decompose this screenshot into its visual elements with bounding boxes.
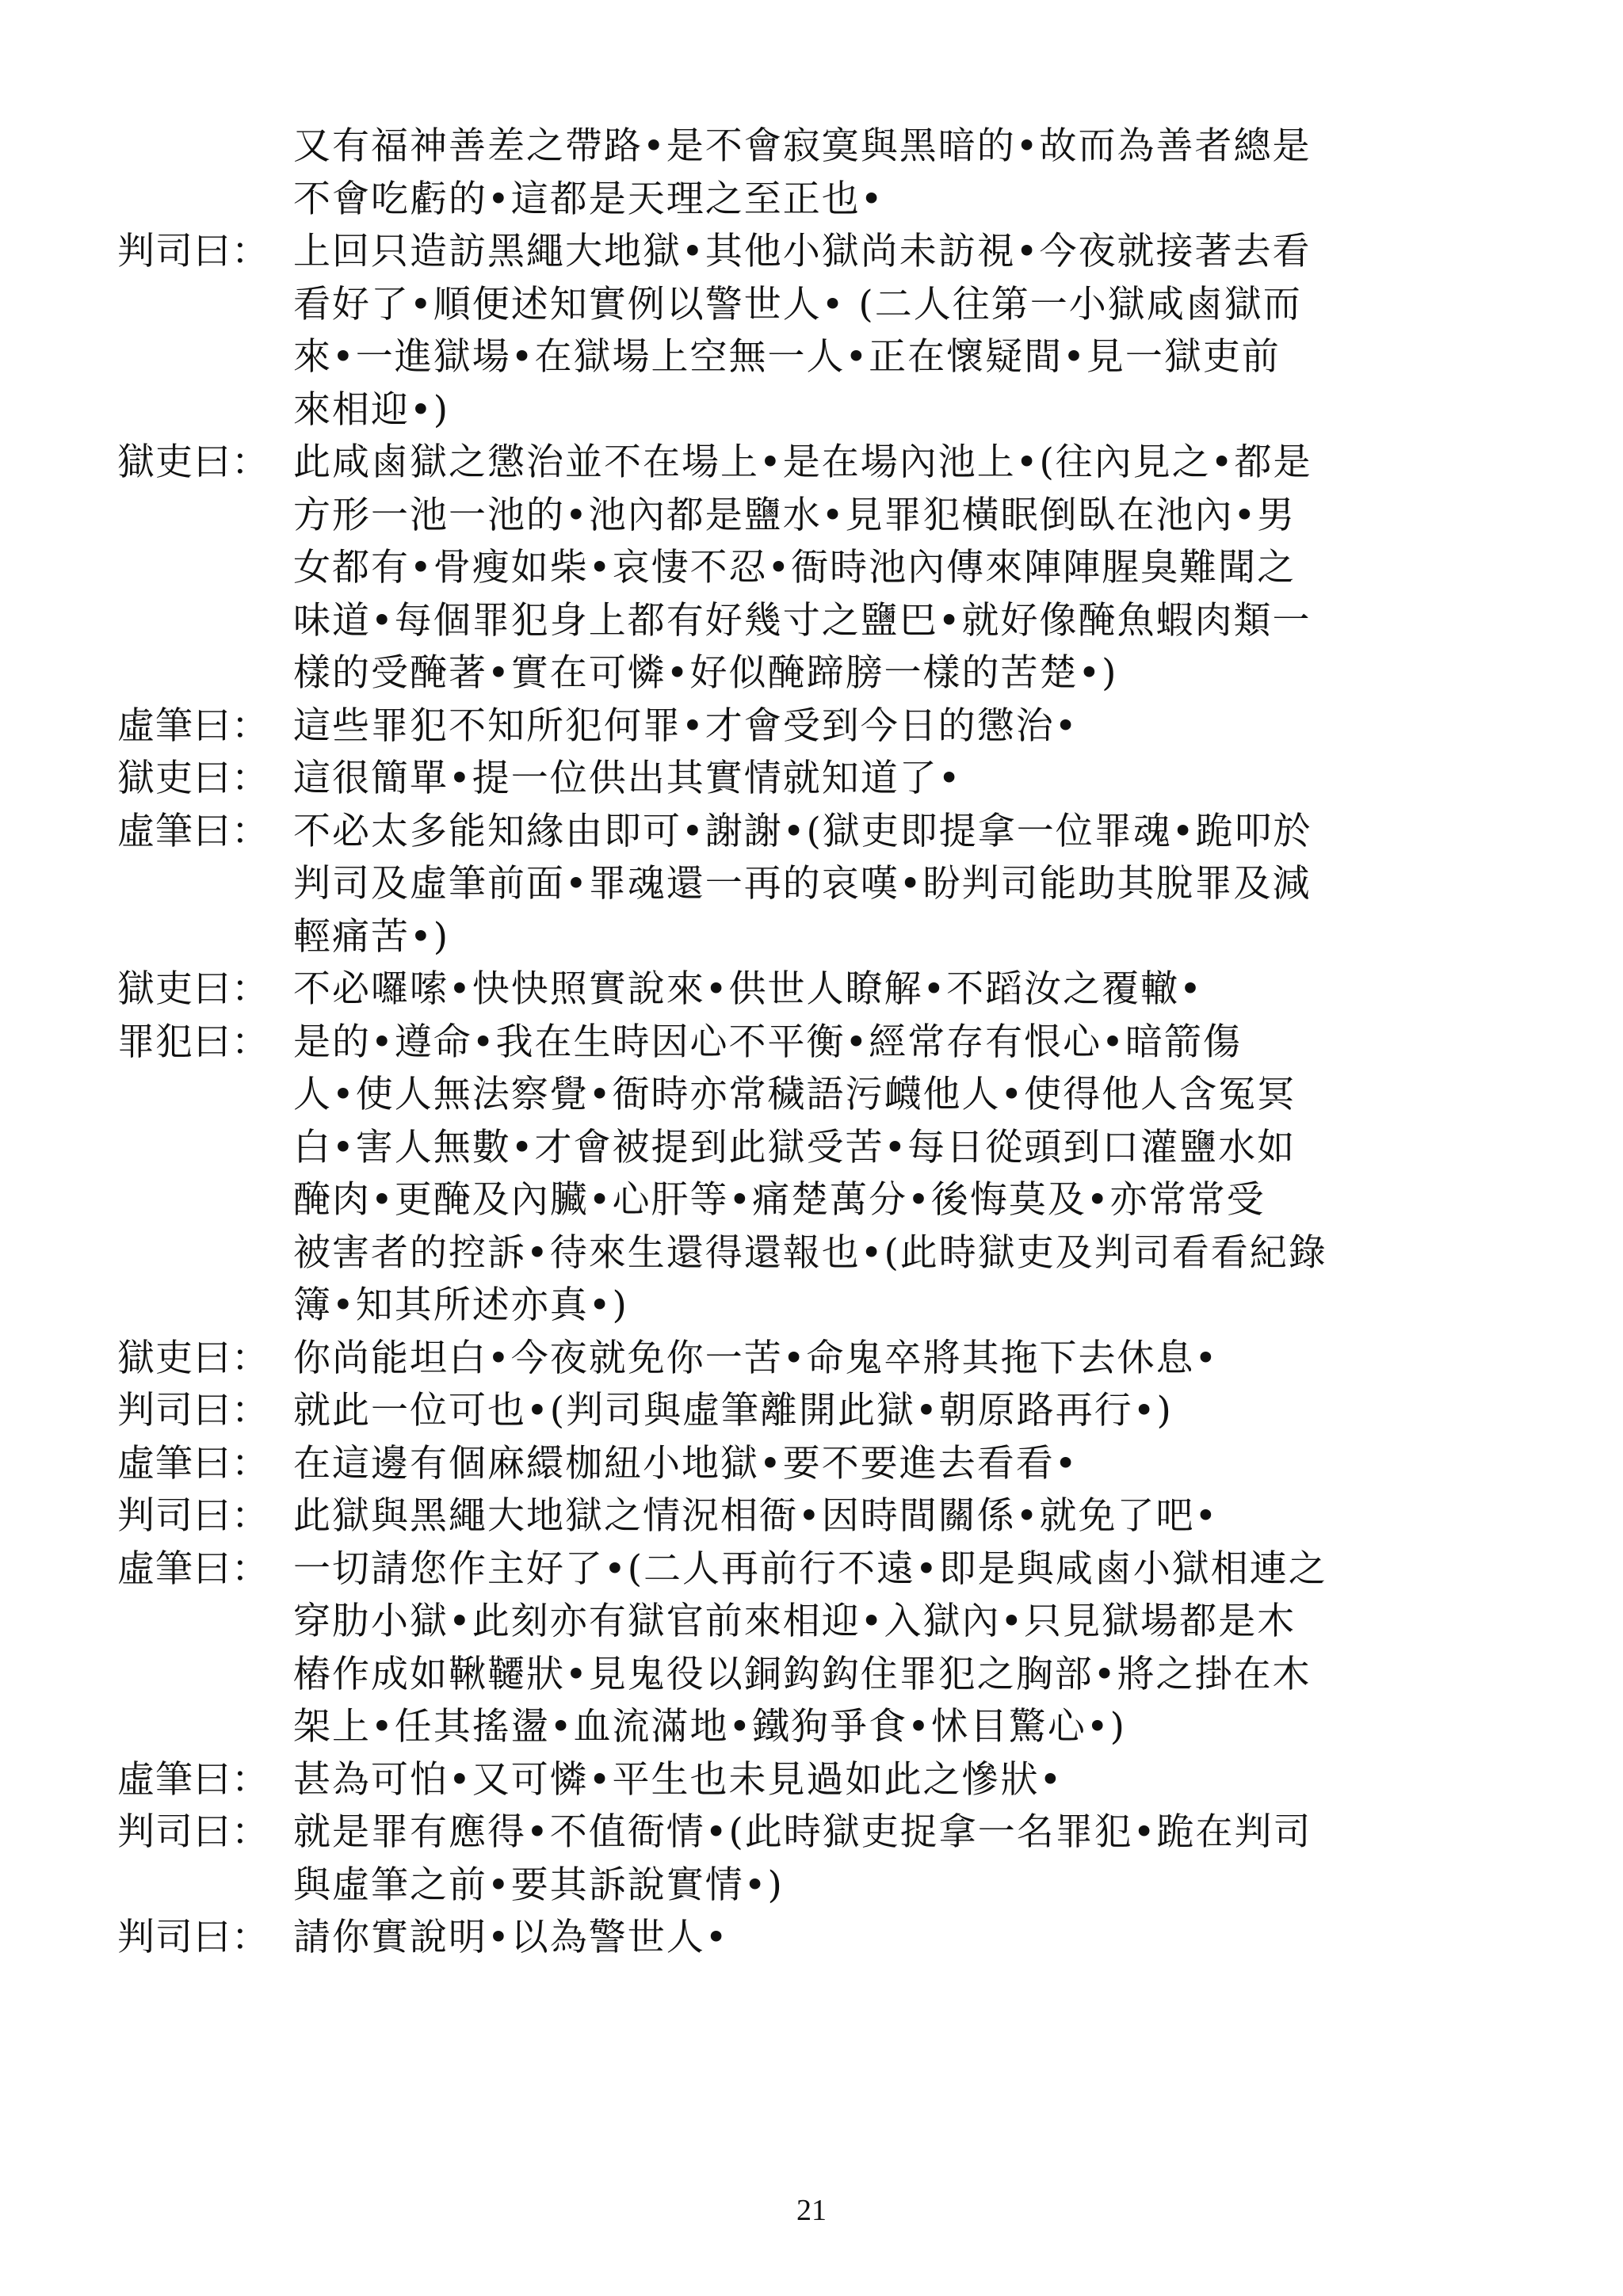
dialogue-entry (117, 963, 1512, 1016)
speaker-label: 獄吏曰： (117, 757, 269, 800)
text-line: 被害者的控訴•待來生還得還報也•(此時獄吏及判司看看紀錄 (293, 1230, 1327, 1275)
dialogue-entry (117, 806, 1512, 964)
entry-text (293, 753, 1512, 806)
entry-text (293, 1385, 1512, 1438)
text-line: 上回只造訪黑繩大地獄•其他小獄尚未訪視•今夜就接著去看 (293, 230, 1312, 273)
dialogue-entry (117, 1912, 1512, 1965)
speaker-label: 判司曰： (117, 1389, 269, 1432)
text-line: 判司及虛筆前面•罪魂還一再的哀嘆•盼判司能助其脫罪及減 (293, 862, 1312, 906)
entry-text (293, 1016, 1512, 1333)
text-line: 樣的受醃著•實在可憐•好似醃蹄膀一樣的苦楚•) (293, 651, 1118, 695)
text-line: 又有福神善差之帶路•是不會寂寞與黑暗的•故而為善者總是 (293, 124, 1312, 168)
text-line: 看好了•順便述知實例以警世人• (二人往第一小獄咸鹵獄而 (293, 282, 1302, 326)
entry-text (293, 1912, 1512, 1965)
text-line: 在這邊有個麻繯枷紐小地獄•要不要進去看看• (293, 1441, 1079, 1486)
speaker-label: 判司曰： (117, 1810, 269, 1854)
speaker-label: 罪犯曰： (117, 1020, 269, 1064)
dialogue-entry (117, 1438, 1512, 1491)
text-line: 女都有•骨瘦如柴•哀悽不忍•衙時池內傳來陣陣腥臭難聞之 (293, 546, 1296, 589)
text-line: 不會吃虧的•這都是天理之至正也• (293, 177, 884, 221)
dialogue-entry (117, 437, 1512, 700)
speaker-label: 判司曰： (117, 1494, 269, 1538)
dialogue-entry (117, 1543, 1512, 1754)
speaker-label: 獄吏曰： (117, 1336, 269, 1380)
entry-text (293, 120, 1512, 226)
entry-text (293, 700, 1512, 753)
text-line: 是的•遵命•我在生時因心不平衡•經常存有恨心•暗箭傷 (293, 1020, 1242, 1064)
text-line: 簿•知其所述亦真•) (293, 1283, 628, 1327)
dialogue-body (117, 120, 1512, 1965)
text-line: 來•一進獄場•在獄場上空無一人•正在懷疑間•見一獄吏前 (293, 335, 1281, 379)
speaker-label: 虛筆曰： (117, 1547, 269, 1591)
dialogue-entry (117, 1806, 1512, 1912)
text-line: 架上•任其搖盪•血流滿地•鐵狗爭食•怵目驚心•) (293, 1705, 1126, 1749)
entry-text (293, 1806, 1512, 1912)
speaker-label: 虛筆曰： (117, 809, 269, 853)
text-line: 這很簡單•提一位供出其實情就知道了• (293, 757, 962, 800)
dialogue-entry (117, 1490, 1512, 1543)
dialogue-entry (117, 700, 1512, 753)
dialogue-entry (117, 120, 1512, 226)
entry-text (293, 1754, 1512, 1807)
entry-text (293, 437, 1512, 700)
entry-text (293, 1543, 1512, 1754)
dialogue-entry (117, 753, 1512, 806)
text-line: 你尚能坦白•今夜就免你一苦•命鬼卒將其拖下去休息• (293, 1336, 1219, 1380)
text-line: 就是罪有應得•不值衙情•(此時獄吏捉拿一名罪犯•跪在判司 (293, 1810, 1312, 1854)
speaker-label: 虛筆曰： (117, 704, 269, 748)
dialogue-entry (117, 1754, 1512, 1807)
entry-text (293, 1438, 1512, 1491)
speaker-label: 虛筆曰： (117, 1757, 269, 1802)
text-line: 穿肋小獄•此刻亦有獄官前來相迎•入獄內•只見獄場都是木 (293, 1600, 1296, 1643)
text-line: 白•害人無數•才會被提到此獄受苦•每日從頭到口灌鹽水如 (293, 1125, 1296, 1169)
text-line: 與虛筆之前•要其訴說實情•) (293, 1863, 784, 1907)
speaker-label: 獄吏曰： (117, 441, 269, 484)
page-number: 21 (796, 2194, 827, 2227)
text-line: 甚為可怕•又可憐•平生也未見過如此之慘狀• (293, 1757, 1064, 1802)
text-line: 味道•每個罪犯身上都有好幾寸之鹽巴•就好像醃魚蝦肉類一 (293, 598, 1312, 643)
text-line: 不必太多能知緣由即可•謝謝•(獄吏即提拿一位罪魂•跪叩於 (293, 809, 1312, 853)
speaker-label: 虛筆曰： (117, 1441, 269, 1486)
entry-text (293, 806, 1512, 964)
text-line: 人•使人無法察覺•衙時亦常穢語污衊他人•使得他人含冤冥 (293, 1073, 1296, 1116)
text-line: 不必囉嗦•快快照實說來•供世人瞭解•不蹈汝之覆轍• (293, 967, 1203, 1011)
text-line: 請你實說明•以為警世人• (293, 1916, 729, 1959)
speaker-label: 獄吏曰： (117, 967, 269, 1011)
text-line: 來相迎•) (293, 387, 450, 432)
text-line: 這些罪犯不知所犯何罪•才會受到今日的懲治• (293, 704, 1079, 748)
dialogue-entry (117, 1333, 1512, 1386)
text-line: 就此一位可也•(判司與虛筆離開此獄•朝原路再行•) (293, 1389, 1173, 1432)
dialogue-entry (117, 226, 1512, 437)
text-line: 此獄與黑繩大地獄之情況相衙•因時間關係•就免了吧• (293, 1494, 1219, 1538)
speaker-label: 判司曰： (117, 230, 269, 273)
text-line: 一切請您作主好了•(二人再前行不遠•即是與咸鹵小獄相連之 (293, 1547, 1327, 1591)
text-line: 醃肉•更醃及內臟•心肝等•痛楚萬分•後悔莫及•亦常常受 (293, 1178, 1266, 1222)
entry-text (293, 226, 1512, 437)
entry-text (293, 1490, 1512, 1543)
text-line: 方形一池一池的•池內都是鹽水•見罪犯橫眠倒臥在池內•男 (293, 493, 1296, 537)
dialogue-entry (117, 1016, 1512, 1333)
text-line: 樁作成如鞦韆狀•見鬼役以銅鈎鈎住罪犯之胸部•將之掛在木 (293, 1652, 1312, 1696)
text-line: 此咸鹵獄之懲治並不在場上•是在場內池上•(往內見之•都是 (293, 441, 1312, 484)
text-line: 輕痛苦•) (293, 914, 450, 959)
entry-text (293, 1333, 1512, 1386)
speaker-label: 判司曰： (117, 1916, 269, 1959)
entry-text (293, 963, 1512, 1016)
dialogue-entry (117, 1385, 1512, 1438)
